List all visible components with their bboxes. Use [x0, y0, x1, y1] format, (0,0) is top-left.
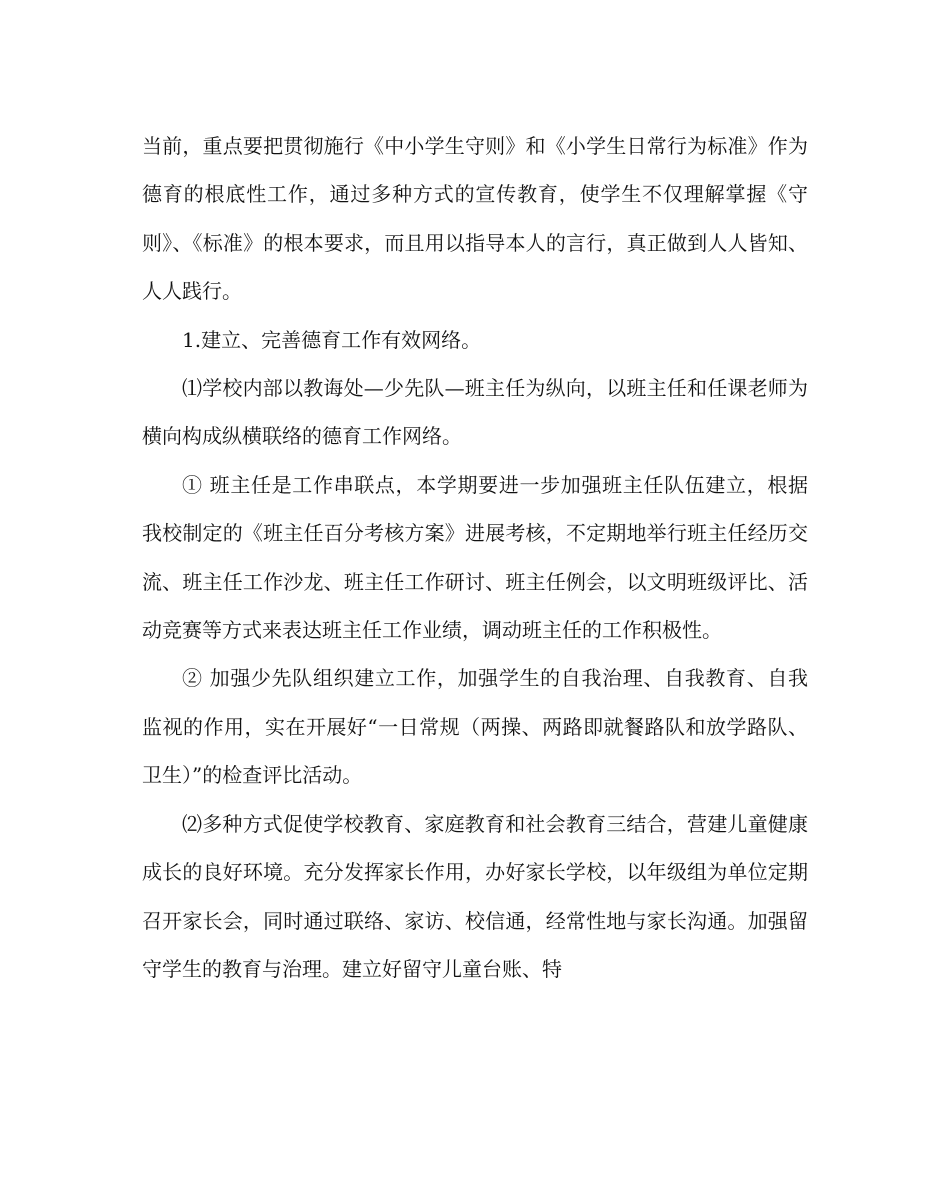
document-body [142, 122, 808, 993]
paragraph-1: 当前，重点要把贯彻施行《中小学生守则》和《小学生日常行为标准》作为德育的根底性工作，通过多种方式的宣传教育，使学生不仅理解掌握《守则》、《标准》的根本要求，而且用以指导本人的言行，真正做到人人皆知、人人践行。 [142, 134, 808, 304]
paragraph-2: 1.建立、完善德育工作有效网络。 [182, 327, 482, 352]
paragraph-4: ① 班主任是工作串联点，本学期要进一步加强班主任队伍建立，根据我校制定的《班主任百分考核方案》进展考核，不定期地举行班主任经历交流、班主任工作沙龙、班主任工作研讨、班主任例会，以文明班级评比、活动竞赛等方式来表达班主任工作业绩，调动班主任的工作积极性。 [142, 472, 808, 643]
paragraph-5: ② 加强少先队组织建立工作，加强学生的自我治理、自我教育、自我监视的作用，实在开展好“一日常规（两操、两路即就餐路队和放学路队、卫生）”的检查评比活动。 [142, 666, 808, 788]
paragraph-3: ⑴学校内部以教诲处—少先队—班主任为纵向，以班主任和任课老师为横向构成纵横联络的德育工作网络。 [142, 376, 808, 449]
paragraph-6: ⑵多种方式促使学校教育、家庭教育和社会教育三结合，营建儿童健康成长的良好环境。充分发挥家长作用，办好家长学校，以年级组为单位定期召开家长会，同时通过联络、家访、校信通，经常性地与家长沟通。加强留守学生的教育与治理。建立好留守儿童台账、特 [142, 811, 808, 981]
